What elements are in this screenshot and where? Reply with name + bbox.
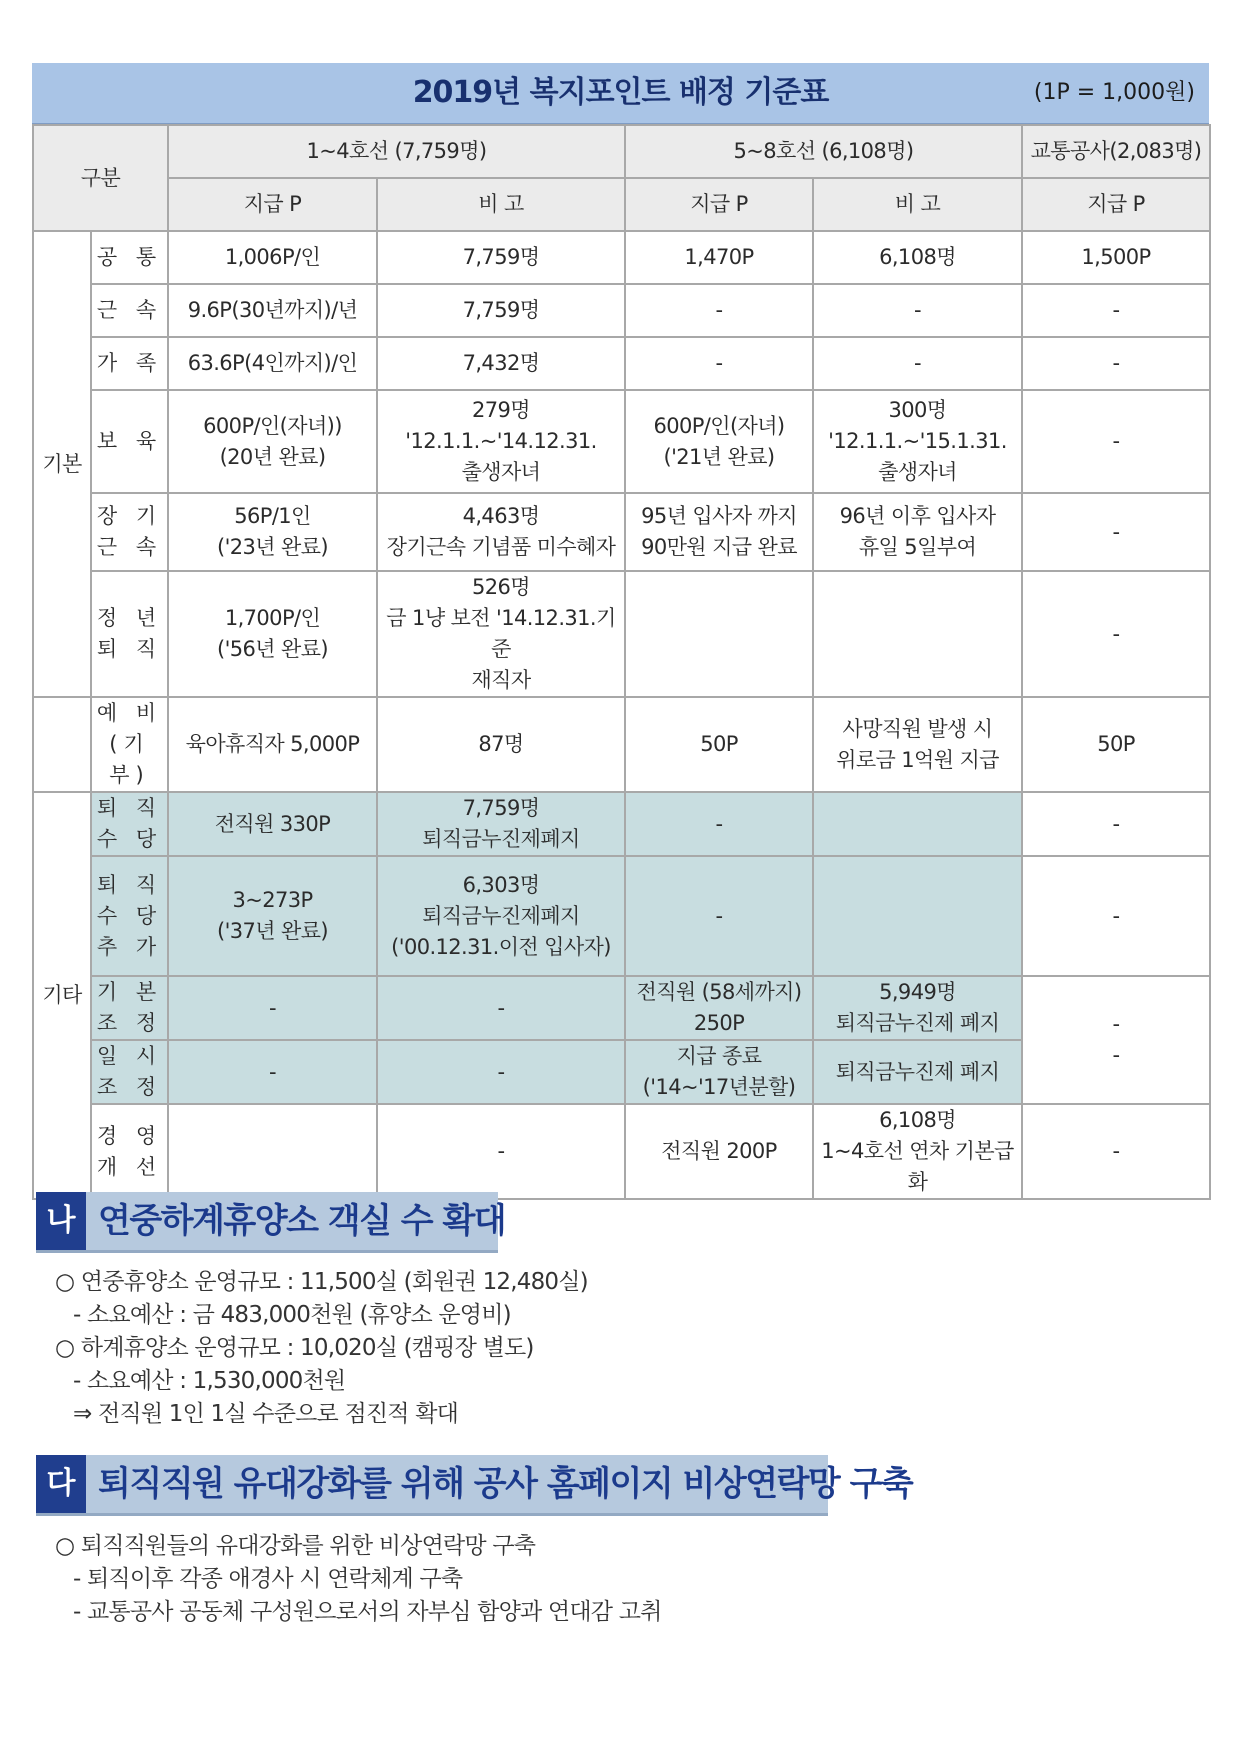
section-na-body	[55, 1266, 588, 1431]
header-note: 비 고	[377, 178, 625, 231]
table-cell: 3~273P ('37년 완료)	[168, 856, 377, 976]
row-label: 공 통	[91, 231, 168, 284]
row-label: 보 육	[91, 390, 168, 493]
table-row	[33, 390, 1210, 493]
table-cell: -	[1022, 493, 1210, 571]
table-cell: 1,006P/인	[168, 231, 377, 284]
table-cell: 7,432명	[377, 337, 625, 390]
row-label: 퇴 직 수 당	[91, 792, 168, 856]
table-row	[33, 976, 1210, 1040]
bullet-line: - 교통공사 공동체 구성원으로서의 자부심 함양과 연대감 고취	[73, 1599, 662, 1625]
table-cell: 95년 입사자 까지 90만원 지급 완료	[625, 493, 813, 571]
table-cell: 전직원 330P	[168, 792, 377, 856]
bullet-line: ⇒ 전직원 1인 1실 수준으로 점진적 확대	[73, 1401, 459, 1427]
table-row	[33, 284, 1210, 337]
table-cell: 1,700P/인 ('56년 완료)	[168, 571, 377, 697]
table-cell: 1,470P	[625, 231, 813, 284]
section-na-title: 연중하계휴양소 객실 수 확대	[98, 1201, 506, 1241]
table-cell: 4,463명 장기근속 기념품 미수혜자	[377, 493, 625, 571]
table-cell: 전직원 (58세까지) 250P	[625, 976, 813, 1040]
table-cell: -	[625, 792, 813, 856]
category-etc: 기타	[33, 792, 91, 1199]
table-row	[33, 856, 1210, 976]
table-cell: 6,303명 퇴직금누진제폐지 ('00.12.31.이전 입사자)	[377, 856, 625, 976]
header-corp: 교통공사(2,083명)	[1022, 125, 1210, 178]
table-cell: 50P	[625, 697, 813, 792]
table-cell	[813, 856, 1022, 976]
table-row	[33, 231, 1210, 284]
table-cell: -	[1022, 337, 1210, 390]
bullet-line: - 소요예산 : 금 483,000천원 (휴양소 운영비)	[73, 1302, 511, 1328]
table-row	[33, 571, 1210, 697]
table-cell: 56P/1인 ('23년 완료)	[168, 493, 377, 571]
table-cell: 7,759명	[377, 284, 625, 337]
header-pay: 지급 P	[1022, 178, 1210, 231]
table-row	[33, 337, 1210, 390]
bullet-line: - 퇴직이후 각종 애경사 시 연락체계 구축	[73, 1566, 463, 1592]
header-pay: 지급 P	[168, 178, 377, 231]
table-row	[33, 697, 1210, 792]
table-row	[33, 1104, 1210, 1199]
table-cell: -	[377, 1104, 625, 1199]
table-cell: 5,949명 퇴직금누진제 폐지	[813, 976, 1022, 1040]
table-cell: 전직원 200P	[625, 1104, 813, 1199]
table-cell: - -	[1022, 976, 1210, 1104]
section-da-badge: 다	[36, 1455, 86, 1513]
table-cell: 6,108명 1~4호선 연차 기본급화	[813, 1104, 1022, 1199]
table-cell: 526명 금 1냥 보전 '14.12.31.기준 재직자	[377, 571, 625, 697]
welfare-point-table	[32, 124, 1211, 1200]
table-cell: -	[813, 284, 1022, 337]
section-da-header	[36, 1455, 913, 1516]
table-row	[33, 493, 1210, 571]
row-label: 정 년 퇴 직	[91, 571, 168, 697]
table-cell: 사망직원 발생 시 위로금 1억원 지급	[813, 697, 1022, 792]
table-cell: 87명	[377, 697, 625, 792]
table-cell: -	[625, 856, 813, 976]
section-na-badge: 나	[36, 1192, 86, 1250]
category-blank	[33, 697, 91, 792]
row-label: 일 시 조 정	[91, 1040, 168, 1104]
table-cell: -	[377, 976, 625, 1040]
table-cell: -	[1022, 1104, 1210, 1199]
table-cell: 7,759명 퇴직금누진제폐지	[377, 792, 625, 856]
table-cell: 7,759명	[377, 231, 625, 284]
table-cell: 63.6P(4인까지)/인	[168, 337, 377, 390]
table-cell: -	[168, 976, 377, 1040]
table-cell: 600P/인(자녀) ('21년 완료)	[625, 390, 813, 493]
table-cell	[813, 792, 1022, 856]
header-pay: 지급 P	[625, 178, 813, 231]
table-cell: 279명 '12.1.1.~'14.12.31. 출생자녀	[377, 390, 625, 493]
row-label: 가 족	[91, 337, 168, 390]
bullet-line: - 소요예산 : 1,530,000천원	[73, 1368, 346, 1394]
section-da-title: 퇴직직원 유대강화를 위해 공사 홈페이지 비상연락망 구축	[98, 1464, 913, 1504]
table-cell: 1,500P	[1022, 231, 1210, 284]
bullet-line: ○ 하계휴양소 운영규모 : 10,020실 (캠핑장 별도)	[55, 1335, 534, 1361]
header-line5-8: 5~8호선 (6,108명)	[625, 125, 1022, 178]
table-cell: -	[1022, 571, 1210, 697]
table-cell: -	[1022, 856, 1210, 976]
table-cell: -	[168, 1040, 377, 1104]
table-cell: 50P	[1022, 697, 1210, 792]
table-cell: -	[625, 284, 813, 337]
row-label: 근 속	[91, 284, 168, 337]
table-cell: 96년 이후 입사자 휴일 5일부여	[813, 493, 1022, 571]
table-cell	[168, 1104, 377, 1199]
row-label: 장 기 근 속	[91, 493, 168, 571]
table-cell: 600P/인(자녀)) (20년 완료)	[168, 390, 377, 493]
section-da-body	[55, 1530, 662, 1629]
table-cell: 300명 '12.1.1.~'15.1.31. 출생자녀	[813, 390, 1022, 493]
table-cell: 지급 종료 ('14~'17년분할)	[625, 1040, 813, 1104]
header-line1-4: 1~4호선 (7,759명)	[168, 125, 625, 178]
bullet-line: ○ 퇴직직원들의 유대강화를 위한 비상연락망 구축	[55, 1533, 536, 1559]
row-label: 경 영 개 선	[91, 1104, 168, 1199]
category-basic: 기본	[33, 231, 91, 697]
table-cell: 퇴직금누진제 폐지	[813, 1040, 1022, 1104]
row-label: 퇴 직 수 당 추 가	[91, 856, 168, 976]
row-label: 기 본 조 정	[91, 976, 168, 1040]
bullet-line: ○ 연중휴양소 운영규모 : 11,500실 (회원권 12,480실)	[55, 1269, 588, 1295]
header-note: 비 고	[813, 178, 1022, 231]
table-cell: -	[1022, 792, 1210, 856]
table-cell	[813, 571, 1022, 697]
table-row	[33, 792, 1210, 856]
table-cell: 6,108명	[813, 231, 1022, 284]
table-title: 2019년 복지포인트 배정 기준표	[412, 75, 829, 110]
table-cell: -	[1022, 390, 1210, 493]
table-cell: -	[813, 337, 1022, 390]
table-cell: 9.6P(30년까지)/년	[168, 284, 377, 337]
row-label: 예 비 (기부)	[91, 697, 168, 792]
table-cell: -	[1022, 284, 1210, 337]
header-gubun: 구분	[33, 125, 168, 231]
unit-note: (1P = 1,000원)	[1033, 80, 1195, 105]
section-na-header	[36, 1192, 506, 1253]
table-title-bar	[32, 63, 1209, 125]
table-cell	[625, 571, 813, 697]
table-cell: 육아휴직자 5,000P	[168, 697, 377, 792]
table-cell: -	[377, 1040, 625, 1104]
table-cell: -	[625, 337, 813, 390]
